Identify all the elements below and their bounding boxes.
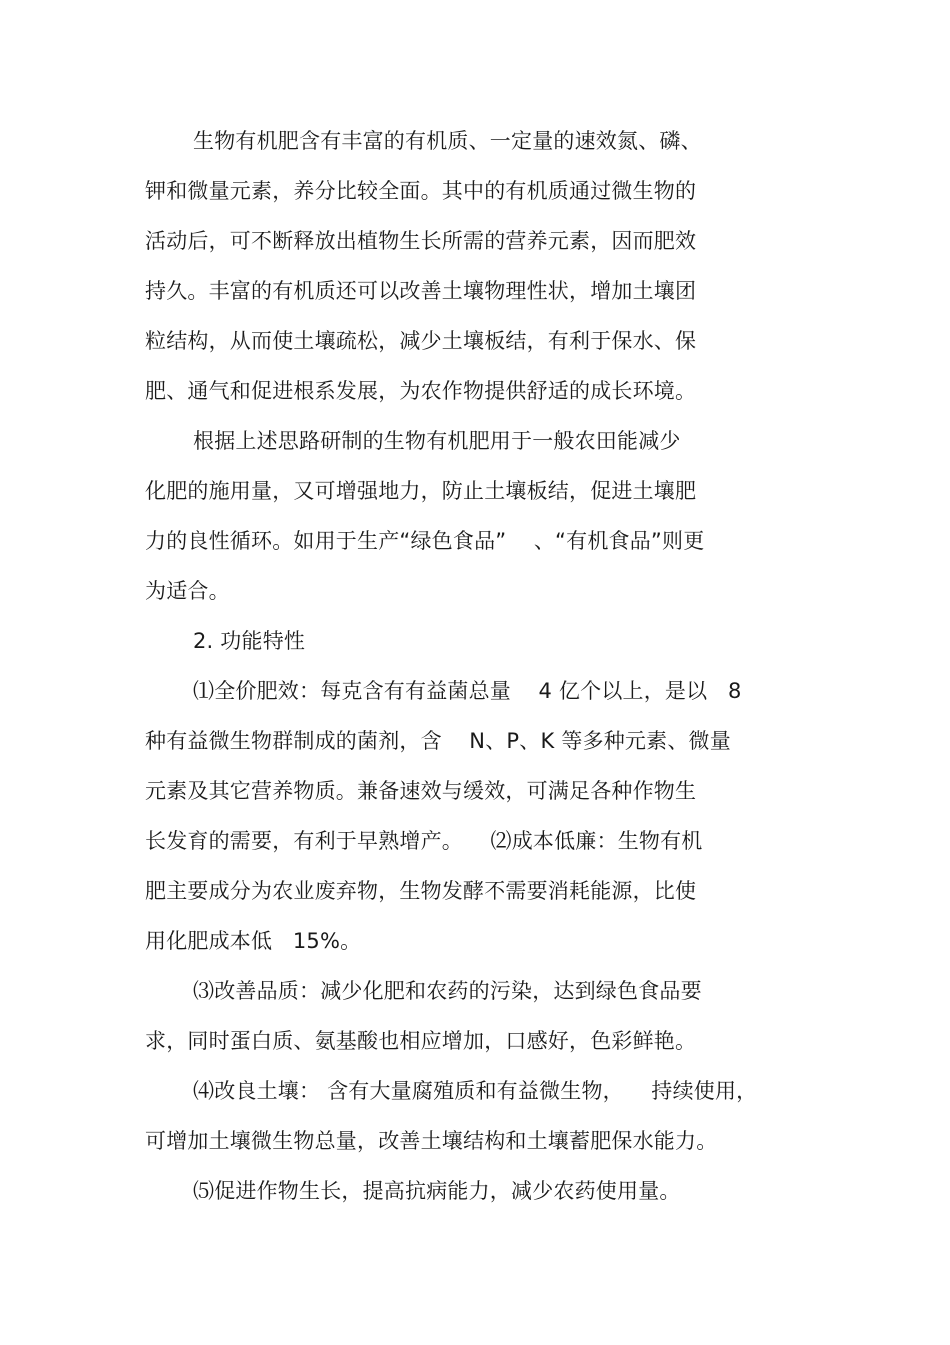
text-line: 元素及其它营养物质。兼备速效与缓效，可满足各种作物生 <box>145 779 697 803</box>
text-line: 种有益微生物群制成的菌剂，含 N、P、K 等多种元素、微量 <box>145 729 731 753</box>
text-line: ⑸促进作物生长，提高抗病能力，减少农药使用量。 <box>193 1179 681 1203</box>
text-line: 长发育的需要，有利于早熟增产。 ⑵成本低廉：生物有机 <box>145 829 703 853</box>
text-line: 求，同时蛋白质、氨基酸也相应增加，口感好，色彩鲜艳。 <box>145 1029 697 1053</box>
section-heading: 2. 功能特性 <box>193 629 306 653</box>
text-line: ⑴全价肥效：每克含有有益菌总量 4 亿个以上，是以 8 <box>193 679 742 703</box>
text-line: 肥、通气和促进根系发展，为农作物提供舒适的成长环境。 <box>145 379 697 403</box>
text-line: 钾和微量元素，养分比较全面。其中的有机质通过微生物的 <box>145 179 697 203</box>
text-line: 粒结构，从而使土壤疏松，减少土壤板结，有利于保水、保 <box>145 329 697 353</box>
text-line: ⑶改善品质：减少化肥和农药的污染，达到绿色食品要 <box>193 979 702 1003</box>
text-line: 生物有机肥含有丰富的有机质、一定量的速效氮、磷、 <box>193 129 702 153</box>
text-line: 活动后，可不断释放出植物生长所需的营养元素，因而肥效 <box>145 229 697 253</box>
text-line: ⑷改良土壤： 含有大量腐殖质和有益微生物， 持续使用， <box>193 1079 758 1103</box>
text-line: 可增加土壤微生物总量，改善土壤结构和土壤蓄肥保水能力。 <box>145 1129 718 1153</box>
text-line: 持久。丰富的有机质还可以改善土壤物理性状，增加土壤团 <box>145 279 697 303</box>
text-line: 化肥的施用量，又可增强地力，防止土壤板结，促进土壤肥 <box>145 479 697 503</box>
text-line: 力的良性循环。如用于生产“绿色食品” 、“有机食品”则更 <box>145 529 705 553</box>
text-line: 肥主要成分为农业废弃物，生物发酵不需要消耗能源，比使 <box>145 879 697 903</box>
text-line: 为适合。 <box>145 579 230 603</box>
text-line: 用化肥成本低 15%。 <box>145 929 362 953</box>
text-line: 根据上述思路研制的生物有机肥用于一般农田能减少 <box>193 429 681 453</box>
